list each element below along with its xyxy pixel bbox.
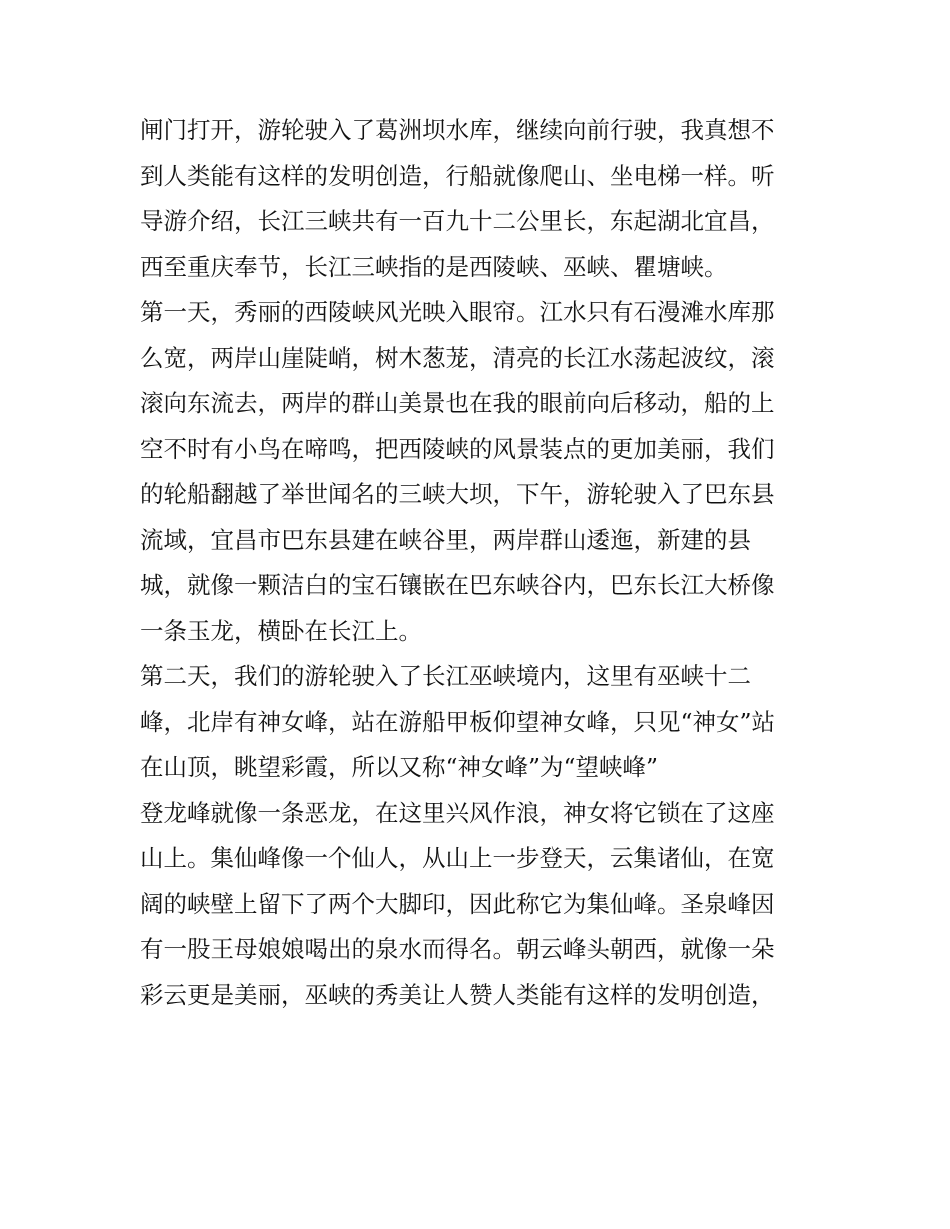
text-line: 有一股王母娘娘喝出的泉水而得名。朝云峰头朝西，就像一朵 bbox=[140, 935, 775, 963]
text-line: 的轮船翻越了举世闻名的三峡大坝，下午，游轮驶入了巴东县 bbox=[140, 480, 775, 508]
text-line: 到人类能有这样的发明创造，行船就像爬山、坐电梯一样。听 bbox=[140, 161, 775, 190]
text-line: 登龙峰就像一条恶龙，在这里兴风作浪，神女将它锁在了这座 bbox=[140, 798, 775, 827]
text-line: 山上。集仙峰像一个仙人，从山上一步登天，云集诸仙，在宽 bbox=[140, 844, 775, 872]
text-line: 空不时有小鸟在啼鸣，把西陵峡的风景装点的更加美丽，我们 bbox=[140, 434, 775, 463]
text-line: 西至重庆奉节，长江三峡指的是西陵峡、巫峡、瞿塘峡。 bbox=[140, 252, 728, 281]
text-line: 流域，宜昌市巴东县建在峡谷里，两岸群山逶迤，新建的县 bbox=[140, 525, 751, 554]
text-line: 一条玉龙，横卧在长江上。 bbox=[140, 616, 422, 645]
text-line: 么宽，两岸山崖陡峭，树木葱茏，清亮的长江水荡起波纹，滚 bbox=[140, 343, 775, 372]
text-line: 第二天，我们的游轮驶入了长江巫峡境内，这里有巫峡十二 bbox=[140, 662, 751, 690]
text-line: 峰，北岸有神女峰，站在游船甲板仰望神女峰，只见“神女”站 bbox=[140, 707, 776, 736]
text-line: 滚向东流去，两岸的群山美景也在我的眼前向后移动，船的上 bbox=[140, 389, 775, 417]
text-line: 彩云更是美丽，巫峡的秀美让人赞人类能有这样的发明创造， bbox=[140, 980, 775, 1009]
text-line: 城，就像一颗洁白的宝石镶嵌在巴东峡谷内，巴东长江大桥像 bbox=[140, 571, 775, 599]
text-line: 导游介绍，长江三峡共有一百九十二公里长，东起湖北宜昌， bbox=[140, 207, 775, 235]
text-line: 闸门打开，游轮驶入了葛洲坝水库，继续向前行驶，我真想不 bbox=[140, 116, 775, 144]
text-line: 在山顶，眺望彩霞，所以又称“神女峰”为“望峡峰” bbox=[140, 753, 659, 781]
text-line: 阔的峡壁上留下了两个大脚印，因此称它为集仙峰。圣泉峰因 bbox=[140, 889, 775, 918]
body-text bbox=[140, 108, 820, 1018]
text-line: 第一天，秀丽的西陵峡风光映入眼帘。江水只有石漫滩水库那 bbox=[140, 298, 775, 326]
